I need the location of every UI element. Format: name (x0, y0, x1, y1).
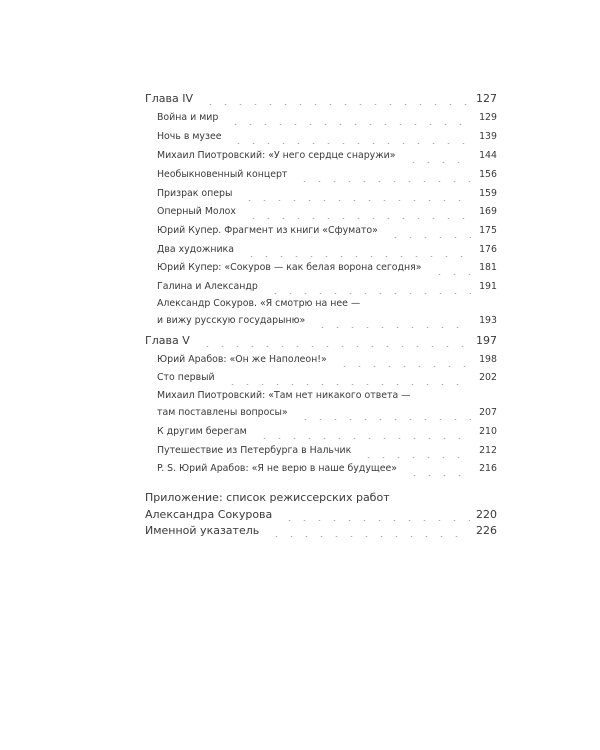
dot-leader (384, 237, 471, 238)
dot-leader (265, 536, 470, 537)
toc-entry-title: Ночь в музее (157, 131, 222, 142)
toc-entry-title: Оперный Молох (157, 206, 236, 217)
toc-page-number: 156 (479, 169, 497, 180)
dot-leader (264, 293, 471, 294)
dot-leader (253, 438, 471, 439)
dot-leader (402, 162, 472, 163)
toc-page-number: 207 (479, 407, 497, 418)
dot-leader (294, 419, 471, 420)
toc-entry-title: и вижу русскую государыню» (157, 315, 306, 326)
dot-leader (242, 218, 471, 219)
toc-entry-title: Юрий Купер: «Сокуров — как белая ворона сегодня» (157, 262, 422, 273)
toc-entry-title: Необыкновенный концерт (157, 169, 288, 180)
dot-leader (196, 346, 470, 347)
toc-entry-title: Александр Сокуров. «Я смотрю на нее — (157, 298, 361, 309)
dot-leader (221, 384, 471, 385)
toc-entry-title: Приложение: список режиссерских работ (145, 491, 390, 504)
toc-page-number: 127 (476, 92, 497, 105)
toc-entry-title: Призрак оперы (157, 188, 233, 199)
dot-leader (238, 200, 471, 201)
dot-leader (403, 475, 471, 476)
toc-entry-title: Именной указатель (145, 524, 260, 537)
toc-entry-title: Галина и Александр (157, 281, 258, 292)
toc-entry-title: Юрий Купер. Фрагмент из книги «Сфумато» (157, 225, 378, 236)
toc-entry-title: там поставлены вопросы» (157, 407, 288, 418)
toc-entry-title: P. S. Юрий Арабов: «Я не верю в наше будущее» (157, 463, 397, 474)
toc-page-number: 202 (479, 372, 497, 383)
toc-page-number: 159 (479, 188, 497, 199)
toc-page-number: 169 (479, 206, 497, 217)
toc-page-number: 144 (479, 150, 497, 161)
toc-page-number: 220 (476, 508, 497, 521)
toc-entry-title: Сто первый (157, 372, 215, 383)
dot-leader (278, 520, 470, 521)
dot-leader (293, 181, 471, 182)
toc-entry-title: Путешествие из Петербурга в Нальчик (157, 445, 352, 456)
dot-leader (311, 327, 471, 328)
toc-page-number: 129 (479, 112, 497, 123)
toc-page-number: 176 (479, 244, 497, 255)
dot-leader (224, 124, 471, 125)
toc-entry-title: Глава V (145, 334, 190, 347)
toc-entry-title: Два художника (157, 244, 234, 255)
toc-page-number: 175 (479, 225, 497, 236)
toc-page-number: 181 (479, 262, 497, 273)
toc-entry-title: Юрий Арабов: «Он же Наполеон!» (157, 354, 327, 365)
toc-page-number: 193 (479, 315, 497, 326)
toc-entry-title: Глава IV (145, 92, 193, 105)
dot-leader (199, 104, 470, 105)
dot-leader (428, 274, 471, 275)
toc-page-number: 210 (479, 426, 497, 437)
toc-page-number: 197 (476, 334, 497, 347)
toc-page-number: 198 (479, 354, 497, 365)
toc-entry-title: Война и мир (157, 112, 219, 123)
toc-page-number: 212 (479, 445, 497, 456)
toc-entry-title: Михаил Пиотровский: «Там нет никакого ответа — (157, 390, 411, 401)
toc-page-number: 139 (479, 131, 497, 142)
toc-entry-title: Михаил Пиотровский: «У него сердце снаружи» (157, 150, 396, 161)
toc-entry-title: К другим берегам (157, 426, 247, 437)
toc-page-number: 191 (479, 281, 497, 292)
dot-leader (357, 457, 471, 458)
dot-leader (240, 256, 471, 257)
dot-leader (333, 366, 471, 367)
toc-page-number: 216 (479, 463, 497, 474)
toc-page-number: 226 (476, 524, 497, 537)
dot-leader (227, 143, 471, 144)
toc-entry-title: Александра Сокурова (145, 508, 273, 521)
